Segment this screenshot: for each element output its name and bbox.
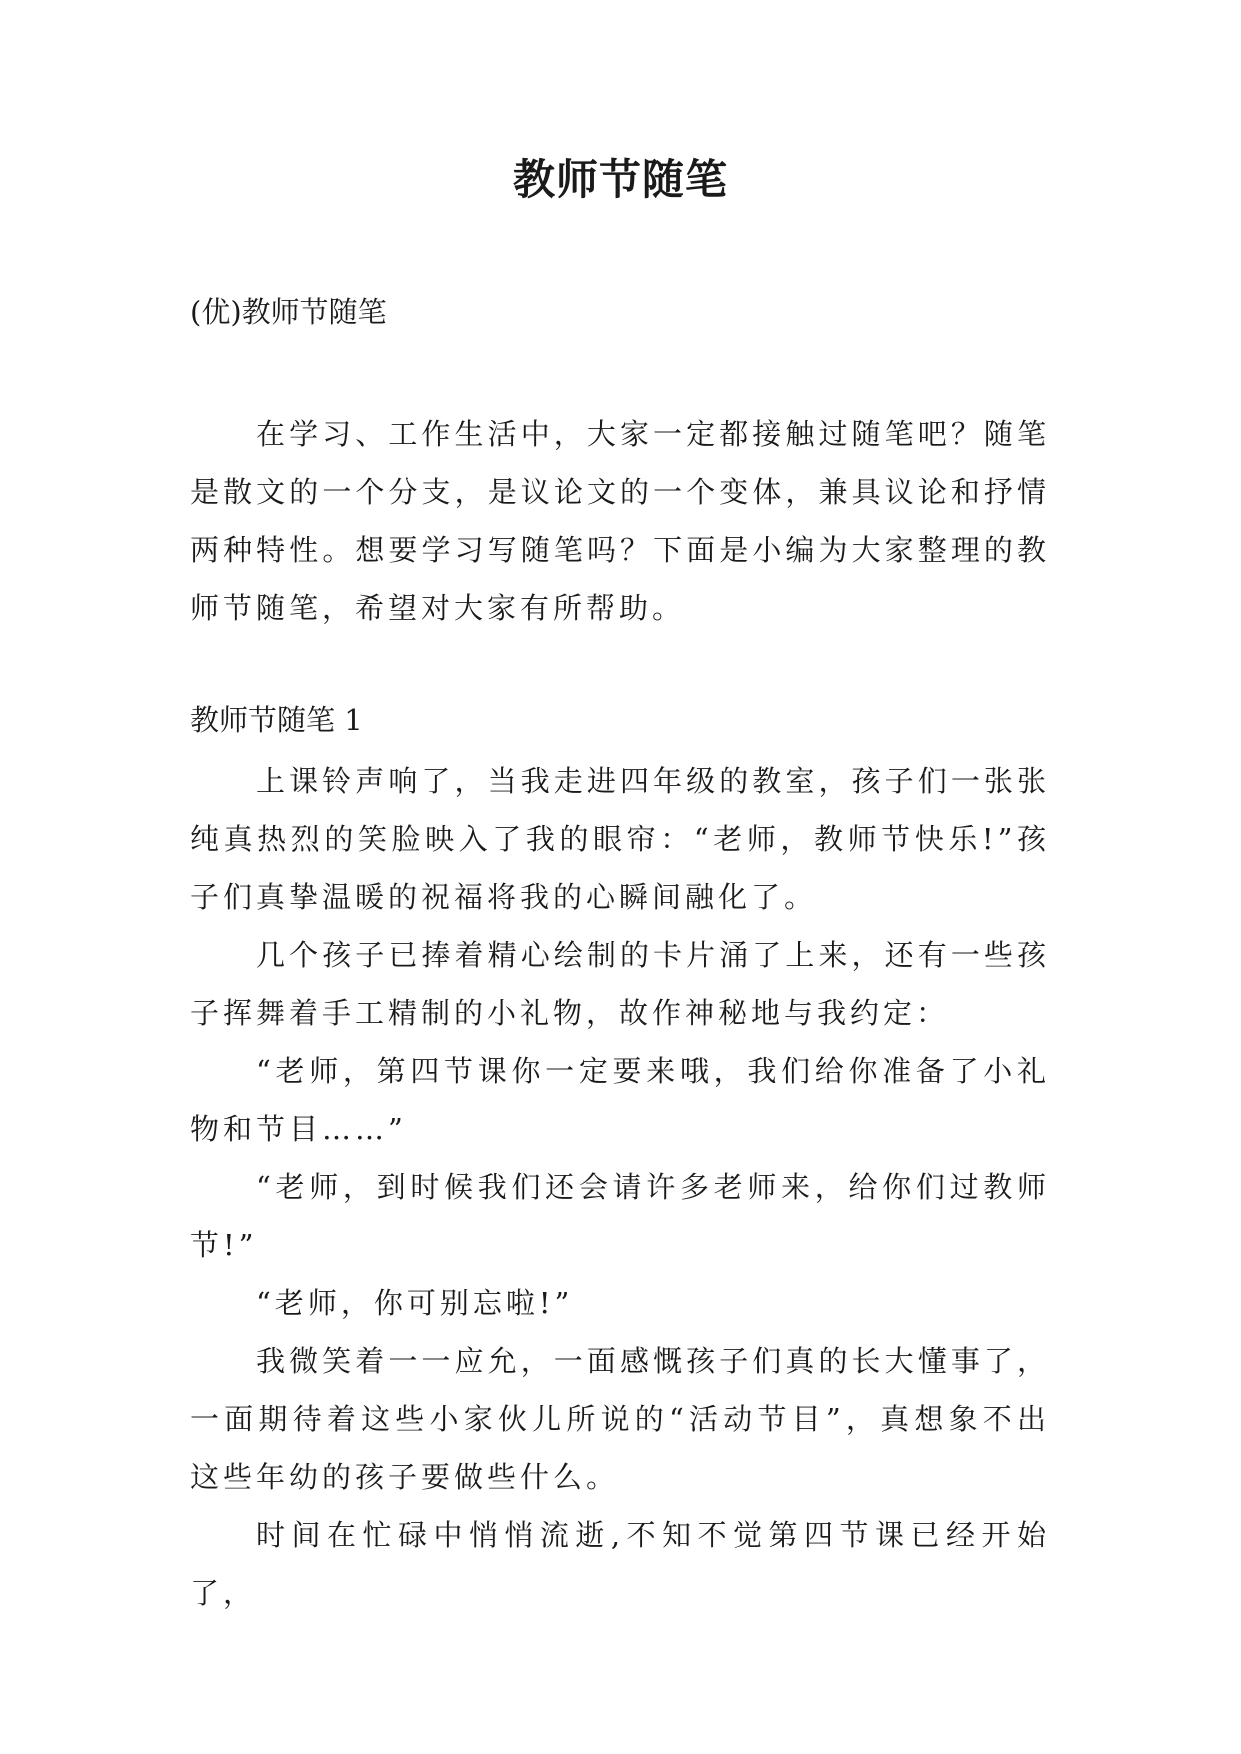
body-paragraph: 时间在忙碌中悄悄流逝,不知不觉第四节课已经开始了， xyxy=(190,1518,1050,1610)
body-paragraph: “老师，第四节课你一定要来哦，我们给你准备了小礼物和节目……” xyxy=(190,1054,1050,1146)
document-title: 教师节随笔 xyxy=(512,155,728,204)
document-subtitle: (优)教师节随笔 xyxy=(190,295,387,329)
body-paragraph: 上课铃声响了，当我走进四年级的教室，孩子们一张张纯真热烈的笑脸映入了我的眼帘：“老师，教师节快乐!”孩子们真挚温暖的祝福将我的心瞬间融化了。 xyxy=(190,764,1050,914)
intro-paragraph: 在学习、工作生活中，大家一定都接触过随笔吧？随笔是散文的一个分支，是议论文的一个变体，兼具议论和抒情两种特性。想要学习写随笔吗？下面是小编为大家整理的教师节随笔，希望对大家有所帮助。 xyxy=(190,417,1050,625)
body-paragraph: 几个孩子已捧着精心绘制的卡片涌了上来，还有一些孩子挥舞着手工精制的小礼物，故作神秘地与我约定： xyxy=(190,938,1050,1030)
body-text xyxy=(190,752,1050,1622)
body-paragraph: “老师，到时候我们还会请许多老师来，给你们过教师节!” xyxy=(190,1170,1050,1262)
section-heading: 教师节随笔 1 xyxy=(190,703,363,737)
body-paragraph: “老师，你可别忘啦!” xyxy=(256,1286,574,1320)
body-paragraph: 我微笑着一一应允，一面感慨孩子们真的长大懂事了，一面期待着这些小家伙儿所说的“活动节目”，真想象不出这些年幼的孩子要做些什么。 xyxy=(190,1344,1050,1494)
